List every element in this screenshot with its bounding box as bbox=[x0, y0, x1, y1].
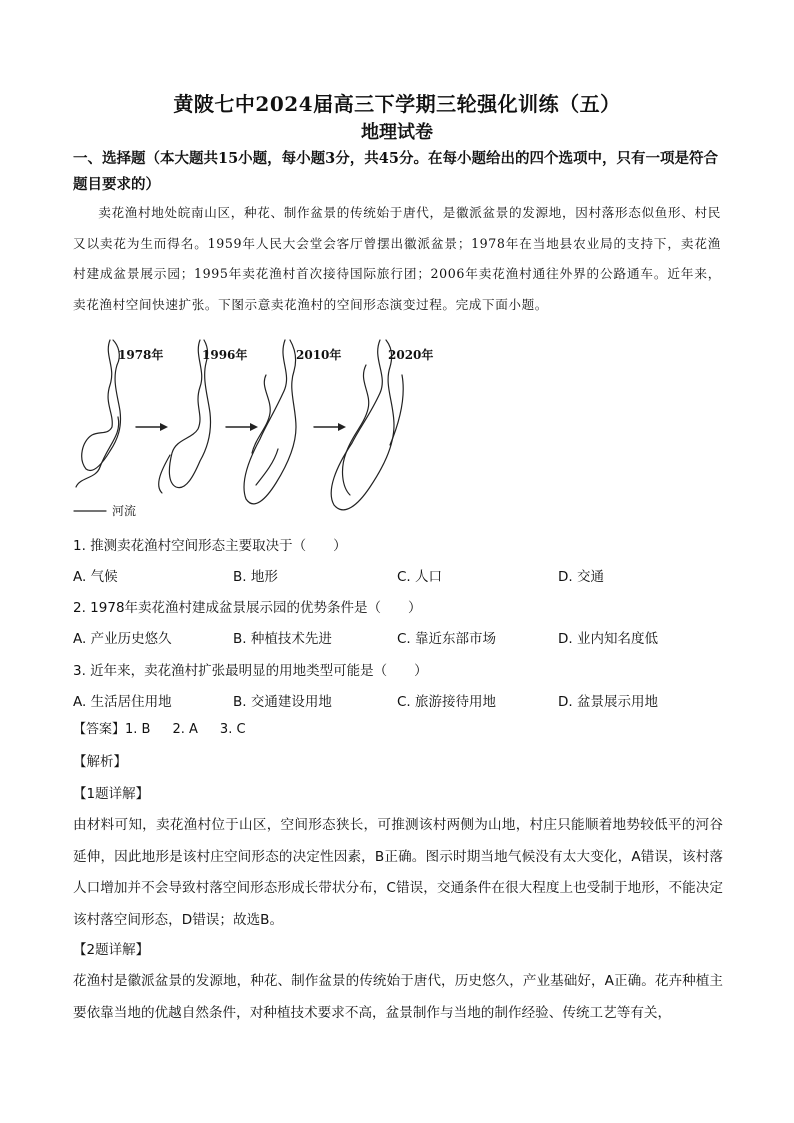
year-label-1978: 1978年 bbox=[118, 348, 164, 362]
arrow-head-3 bbox=[338, 423, 346, 431]
detail-2-label: 【2题详解】 bbox=[73, 942, 150, 958]
q2-option-d[interactable]: D. 业内知名度低 bbox=[558, 631, 658, 647]
question-3-stem: 3. 近年来，卖花渔村扩张最明显的用地类型可能是（ ） bbox=[73, 663, 428, 679]
detail-1-text: 由材料可知，卖花渔村位于山区，空间形态狭长，可推测该村两侧为山地，村庄只能顺着地势较低平的河谷延伸，因此地形是该村庄空间形态的决定性因素，B正确。图示时期当地气候没有太大变化，A错误，该村落人口增加并不会导致村落空间形态形成长带状分布，C错误，交通条件在很大程度上也受制于地形，不能决定该村落空间形态，D错误；故选B。 bbox=[73, 817, 723, 928]
q2-option-b[interactable]: B. 种植技术先进 bbox=[233, 631, 332, 647]
arrow-head-2 bbox=[250, 423, 258, 431]
analysis-label: 【解析】 bbox=[73, 754, 127, 770]
question-2-stem: 2. 1978年卖花渔村建成盆景展示园的优势条件是（ ） bbox=[73, 600, 422, 616]
section-heading: 一、选择题（本大题共15小题，每小题3分，共45分。在每小题给出的四个选项中，只有一项是符合题目要求的） bbox=[73, 150, 718, 193]
year-label-1996: 1996年 bbox=[202, 348, 248, 362]
reading-passage: 卖花渔村地处皖南山区，种花、制作盆景的传统始于唐代，是徽派盆景的发源地，因村落形态似鱼形、村民又以卖花为生而得名。1959年人民大会堂会客厅曾摆出徽派盆景；1978年在当地县农业局的支持下，卖花渔村建成盆景展示园；1995年卖花渔村首次接待国际旅行团；2006年卖花渔村通往外界的公路通车。近年来，卖花渔村空间快速扩张。下图示意卖花渔村的空间形态演变过程。完成下面小题。 bbox=[73, 205, 721, 312]
answer-3: 3. C bbox=[219, 722, 246, 737]
q2-option-a[interactable]: A. 产业历史悠久 bbox=[73, 631, 172, 647]
q1-option-a[interactable]: A. 气候 bbox=[73, 569, 118, 585]
village-outline-2020 bbox=[331, 340, 403, 510]
village-outline-2010 bbox=[244, 340, 296, 504]
legend-river-label: 河流 bbox=[112, 504, 137, 518]
q1-option-b[interactable]: B. 地形 bbox=[233, 569, 278, 585]
exam-title: 黄陂七中2024届高三下学期三轮强化训练（五） bbox=[173, 92, 621, 116]
q3-option-a[interactable]: A. 生活居住用地 bbox=[73, 694, 172, 710]
exam-subtitle: 地理试卷 bbox=[361, 122, 433, 143]
q3-option-b[interactable]: B. 交通建设用地 bbox=[233, 694, 332, 710]
arrow-head-1 bbox=[160, 423, 168, 431]
q1-option-c[interactable]: C. 人口 bbox=[397, 569, 443, 585]
detail-1-label: 【1题详解】 bbox=[73, 786, 150, 802]
q3-option-d[interactable]: D. 盆景展示用地 bbox=[558, 694, 658, 710]
detail-2-text: 花渔村是徽派盆景的发源地，种花、制作盆景的传统始于唐代，历史悠久，产业基础好，A正确。花卉种植主要依靠当地的优越自然条件，对种植技术要求不高，盆景制作与当地的制作经验、传统工艺等有关， bbox=[73, 973, 723, 1021]
answer-2: 2. A bbox=[172, 722, 198, 737]
village-evolution-figure bbox=[70, 335, 450, 525]
question-1-stem: 1. 推测卖花渔村空间形态主要取决于（ ） bbox=[73, 538, 347, 554]
answer-line bbox=[73, 718, 268, 737]
q3-option-c[interactable]: C. 旅游接待用地 bbox=[397, 694, 497, 710]
year-label-2020: 2020年 bbox=[388, 348, 434, 362]
q1-option-d[interactable]: D. 交通 bbox=[558, 569, 604, 585]
q2-option-c[interactable]: C. 靠近东部市场 bbox=[397, 631, 497, 647]
village-outline-1996 bbox=[159, 340, 211, 493]
answer-label: 【答案】 bbox=[73, 722, 126, 737]
year-label-2010: 2010年 bbox=[296, 348, 342, 362]
answer-1: 1. B bbox=[125, 722, 151, 737]
village-outline-1978 bbox=[76, 340, 121, 487]
